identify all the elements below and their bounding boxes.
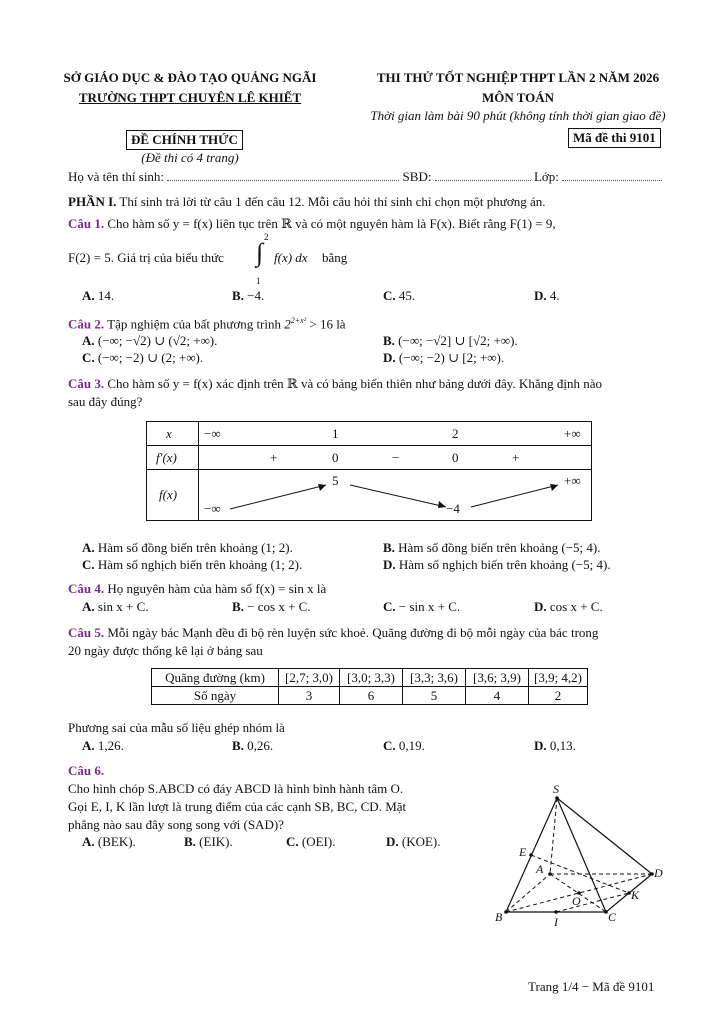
vt-f-val: −∞ [204, 501, 221, 516]
part1-title: PHẦN I. [68, 194, 117, 209]
q4-option-b[interactable]: B. − cos x + C. [232, 599, 311, 614]
table-cell: [3,9; 4,2) [529, 669, 588, 687]
q1-label: Câu 1. [68, 216, 105, 231]
sbd-field[interactable] [435, 170, 531, 181]
q2-option-c[interactable]: C. (−∞; −2) ∪ (2; +∞). [82, 350, 204, 365]
part1-instruction [68, 194, 688, 210]
vt-x-val: −∞ [204, 426, 221, 441]
table-cell: 6 [340, 687, 403, 705]
q5-text2: 20 ngày được thống kê lại ở bảng sau [68, 643, 263, 658]
q1-int-upper: 2 [264, 232, 269, 242]
q1-stem [68, 216, 688, 232]
q2-exp: 2+x² [290, 316, 307, 325]
table-row [152, 669, 588, 687]
q2-stem: Câu 2. Tập nghiệm của bất phương trình $2^{2+x^2} > 16$ là [68, 316, 346, 332]
q6-option-c[interactable]: C. (OEI). [286, 834, 336, 849]
integral-sign-icon: ∫ [256, 238, 264, 267]
exam-title: THI THỬ TỐT NGHIỆP THPT LẦN 2 NĂM 2026 [376, 70, 660, 85]
q1-text2b: bằng [322, 250, 348, 265]
exam-code-badge: Mã đề thi 9101 [568, 128, 661, 148]
q5-option-a[interactable]: A. 1,26. [82, 738, 124, 753]
department-name: SỞ GIÁO DỤC & ĐÀO TẠO QUẢNG NGÃI [63, 70, 317, 85]
q1-option-d[interactable]: D. 4. [534, 288, 560, 303]
q5-label: Câu 5. [68, 625, 105, 640]
q1-text2a: F(2) = 5. Giá trị của biểu thức [68, 250, 224, 265]
vertex-label-a: A [536, 862, 544, 876]
q5-stem [68, 625, 688, 641]
vt-fp-val: + [512, 450, 520, 465]
school-name: TRƯỜNG THPT CHUYÊN LÊ KHIẾT [78, 90, 302, 105]
vertex-label-s: S [553, 782, 559, 796]
q2-option-b[interactable]: B. (−∞; −√2] ∪ [√2; +∞). [383, 333, 518, 348]
vt-f-val: −4 [446, 501, 460, 516]
sbd-label: SBD: [402, 169, 432, 184]
q1-stem-line2 [68, 250, 568, 266]
table-cell: 4 [466, 687, 529, 705]
table-header-cell: Số ngày [152, 687, 279, 705]
vt-fp-val: 0 [452, 450, 459, 465]
q6-text3: phẳng nào sau đây song song với (SAD)? [68, 817, 284, 832]
table-cell: 3 [279, 687, 340, 705]
q3-option-a[interactable]: A. Hàm số đồng biến trên khoảng (1; 2). [82, 540, 293, 555]
q2-base: 2 [284, 316, 291, 332]
name-label: Họ và tên thí sinh: [68, 169, 165, 184]
q5-text3: Phương sai của mẫu số liệu ghép nhóm là [68, 720, 285, 735]
vt-fp-val: 0 [332, 450, 339, 465]
subject: MÔN TOÁN [481, 90, 555, 105]
q3-text2: sau đây đúng? [68, 394, 143, 409]
q2-option-d[interactable]: D. (−∞; −2) ∪ [2; +∞). [383, 350, 505, 365]
table-cell: [3,3; 3,6) [403, 669, 466, 687]
q1-text1: Cho hàm số y = f(x) liên tục trên ℝ và có một nguyên hàm là F(x). Biết rằng F(1) = 9, [107, 216, 556, 231]
q4-text: Họ nguyên hàm của hàm số f(x) = sin x là [107, 581, 327, 596]
q5-option-d[interactable]: D. 0,13. [534, 738, 576, 753]
q3-option-c[interactable]: C. Hàm số nghịch biến trên khoảng (1; 2). [82, 557, 303, 572]
q6-option-a[interactable]: A. (BEK). [82, 834, 136, 849]
vt-fp-val: + [270, 450, 278, 465]
table-cell: [3,0; 3,3) [340, 669, 403, 687]
q1-int-body: f(x) dx [274, 250, 308, 265]
vt-f-val: +∞ [564, 473, 581, 488]
time-note: Thời gian làm bài 90 phút (không tính thời gian giao đề) [370, 108, 666, 123]
vertex-label-d: D [654, 866, 663, 880]
q4-option-d[interactable]: D. cos x + C. [534, 599, 603, 614]
q6-option-b[interactable]: B. (EIK). [184, 834, 233, 849]
q6-text2: Gọi E, I, K lần lượt là trung điểm của các cạnh SB, BC, CD. Mặt [68, 799, 407, 814]
name-field[interactable] [167, 170, 399, 181]
q2-option-a[interactable]: A. (−∞; −√2) ∪ (√2; +∞). [82, 333, 218, 348]
q5-option-c[interactable]: C. 0,19. [383, 738, 425, 753]
official-badge: ĐỀ CHÍNH THỨC [126, 130, 243, 150]
q3-option-b[interactable]: B. Hàm số đồng biến trên khoảng (−5; 4). [383, 540, 601, 555]
vt-x-val: 2 [452, 426, 459, 441]
vt-fp-val: − [392, 450, 400, 465]
point-label-o: O [572, 894, 581, 908]
q3-option-d[interactable]: D. Hàm số nghịch biến trên khoảng (−5; 4). [383, 557, 611, 572]
vt-fp-label: f′(x) [156, 450, 177, 465]
vt-x-val: +∞ [564, 426, 581, 441]
table-cell: 2 [529, 687, 588, 705]
vt-x-label: x [166, 426, 172, 441]
q3-stem [68, 376, 688, 392]
frequency-table [151, 668, 588, 705]
q5-option-b[interactable]: B. 0,26. [232, 738, 274, 753]
vt-f-val: 5 [332, 473, 339, 488]
table-cell: [3,6; 3,9) [466, 669, 529, 687]
q4-label: Câu 4. [68, 581, 105, 596]
q4-option-c[interactable]: C. − sin x + C. [383, 599, 461, 614]
q6-label: Câu 6. [68, 763, 105, 778]
vertex-label-c: C [608, 910, 617, 924]
class-label: Lớp: [533, 169, 559, 184]
q1-int-lower: 1 [256, 276, 261, 286]
part1-text: Thí sinh trả lời từ câu 1 đến câu 12. Mỗi câu hỏi thí sinh chỉ chọn một phương án. [119, 194, 546, 209]
q2-rest: > 16 là [306, 316, 346, 332]
variation-table [146, 421, 592, 521]
pages-note: (Đề thi có 4 trang) [141, 150, 239, 165]
pyramid-figure [488, 782, 688, 932]
table-cell: [2,7; 3,0) [279, 669, 340, 687]
table-header-cell: Quãng đường (km) [152, 669, 279, 687]
q1-option-b[interactable]: B. −4. [232, 288, 265, 303]
q6-option-d[interactable]: D. (KOE). [386, 834, 441, 849]
pyramid-drawing [488, 782, 688, 932]
q6-text1: Cho hình chóp S.ABCD có đáy ABCD là hình bình hành tâm O. [68, 781, 404, 796]
vt-f-label: f(x) [159, 487, 178, 502]
q3-label: Câu 3. [68, 376, 105, 391]
q5-text1: Mỗi ngày bác Mạnh đều đi bộ rèn luyện sức khoẻ. Quãng đường đi bộ mỗi ngày của bác trong [107, 625, 599, 640]
q4-stem [68, 581, 688, 597]
point-label-i: I [554, 915, 558, 929]
q1-option-c[interactable]: C. 45. [383, 288, 416, 303]
q3-text1: Cho hàm số y = f(x) xác định trên ℝ và có bảng biến thiên như bảng dưới đây. Khẳng định nào [107, 376, 602, 391]
q1-option-a[interactable]: A. 14. [82, 288, 115, 303]
table-cell: 5 [403, 687, 466, 705]
vertex-label-b: B [495, 910, 503, 924]
q4-option-a[interactable]: A. sin x + C. [82, 599, 149, 614]
page-footer: Trang 1/4 − Mã đề 9101 [528, 979, 655, 994]
q2-label: Câu 2. [68, 316, 105, 332]
student-info-line [68, 169, 688, 185]
vt-x-val: 1 [332, 426, 339, 441]
point-label-e: E [519, 845, 527, 859]
point-label-k: K [631, 888, 640, 902]
table-row [152, 687, 588, 705]
class-field[interactable] [562, 170, 662, 181]
